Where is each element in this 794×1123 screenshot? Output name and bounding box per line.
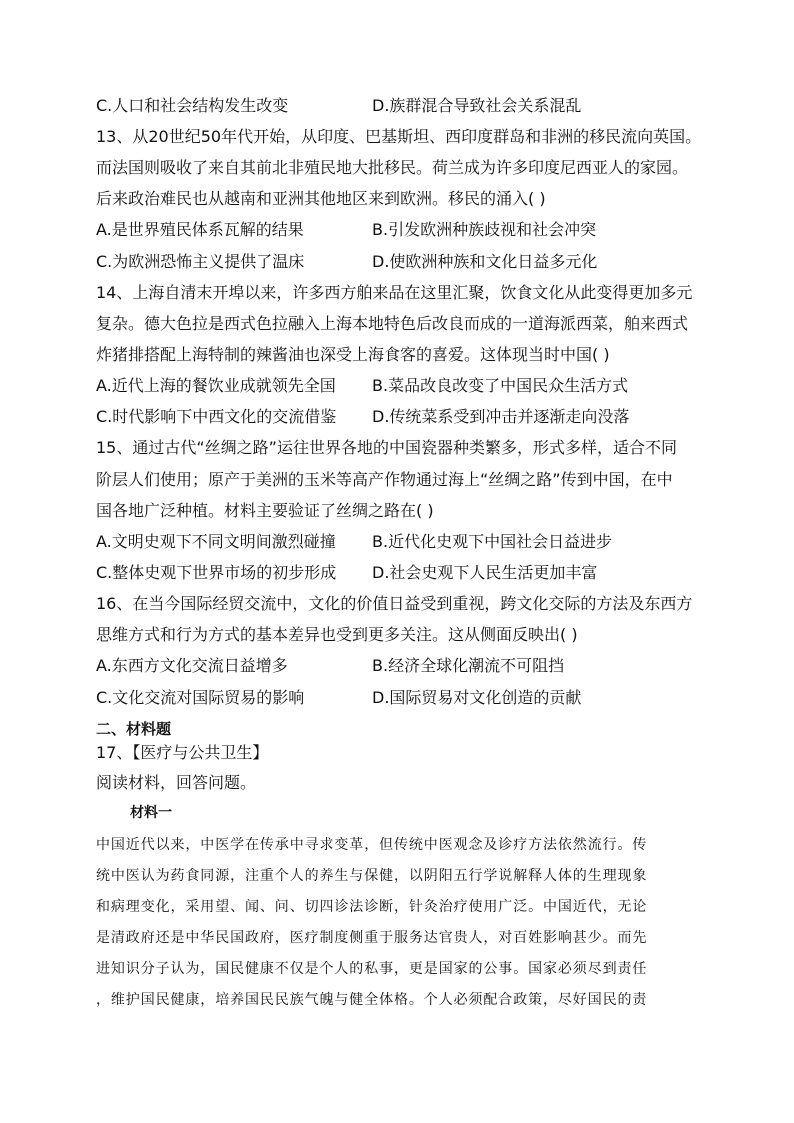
q14-stem-line-2: 复杂。德大色拉是西式色拉融入上海本地特色后改良而成的一道海派西菜，舶来西式 <box>96 314 689 333</box>
material-line-4: 是清政府还是中华民国政府，医疗制度侧重于服务达官贵人，对百姓影响甚少。而先 <box>96 930 648 946</box>
q13-stem-line-1: 13、从20世纪50年代开始，从印度、巴基斯坦、西印度群岛和非洲的移民流向英国。 <box>96 127 702 146</box>
q16-option-d: D.国际贸易对文化创造的贡献 <box>372 688 582 707</box>
q15-option-d: D.社会史观下人民生活更加丰富 <box>372 563 598 582</box>
prev-options-row-cd <box>96 96 582 116</box>
q15-options-row-cd <box>96 563 598 583</box>
q13-option-b: B.引发欧洲种族歧视和社会冲突 <box>372 220 597 239</box>
q13-option-c: C.为欧洲恐怖主义提供了温床 <box>96 252 305 271</box>
material-line-1: 中国近代以来，中医学在传承中寻求变革，但传统中医观念及诊疗方法依然流行。传 <box>96 837 648 853</box>
q14-stem-line-3: 炸猪排搭配上海特制的辣酱油也深受上海食客的喜爱。这体现当时中国( ) <box>96 345 610 364</box>
q13-option-a: A.是世界殖民体系瓦解的结果 <box>96 220 304 239</box>
q13-options-row-ab <box>96 220 597 240</box>
q14-option-c: C.时代影响下中西文化的交流借鉴 <box>96 407 337 426</box>
q14-option-a: A.近代上海的餐饮业成就领先全国 <box>96 376 336 395</box>
material-line-3: 和病理变化，采用望、闻、问、切四诊法诊断，针灸治疗使用广泛。中国近代，无论 <box>96 899 648 915</box>
q13-option-d: D.使欧洲种族和文化日益多元化 <box>372 252 598 271</box>
q15-option-b: B.近代化史观下中国社会日益进步 <box>372 532 613 551</box>
q17-title: 17、【医疗与公共卫生】 <box>96 743 269 762</box>
q14-options-row-ab <box>96 376 629 396</box>
q15-stem-line-1: 15、通过古代“丝绸之路”运往世界各地的中国瓷器种类繁多，形式多样，适合不同 <box>96 438 677 457</box>
q14-option-b: B.菜品改良改变了中国民众生活方式 <box>372 376 629 395</box>
option-c: C.人口和社会结构发生改变 <box>96 96 289 115</box>
q16-stem-line-1: 16、在当今国际经贸交流中，文化的价值日益受到重视，跨文化交际的方法及东西方 <box>96 594 693 613</box>
q14-options-row-cd <box>96 407 630 427</box>
section-heading: 二、材料题 <box>96 720 172 738</box>
material-title: 材料一 <box>130 805 172 821</box>
q13-stem-line-2: 而法国则吸收了来自其前北非殖民地大批移民。荷兰成为许多印度尼西亚人的家园。 <box>96 158 689 177</box>
material-line-5: 进知识分子认为，国民健康不仅是个人的私事，更是国家的公事。国家必须尽到责任 <box>96 961 648 977</box>
q15-stem-line-2: 阶层人们使用；原产于美洲的玉米等高产作物通过海上“丝绸之路”传到中国，在中 <box>96 470 673 489</box>
q16-stem-line-2: 思维方式和行为方式的基本差异也受到更多关注。这从侧面反映出( ) <box>96 625 578 644</box>
q15-option-c: C.整体史观下世界市场的初步形成 <box>96 563 337 582</box>
q17-instruction: 阅读材料，回答问题。 <box>96 773 257 792</box>
q15-option-a: A.文明史观下不同文明间激烈碰撞 <box>96 532 336 551</box>
q14-stem-line-1: 14、上海自清末开埠以来，许多西方舶来品在这里汇聚，饮食文化从此变得更加多元 <box>96 283 693 302</box>
q16-option-b: B.经济全球化潮流不可阻挡 <box>372 656 565 675</box>
q14-option-d: D.传统菜系受到冲击并逐渐走向没落 <box>372 407 630 426</box>
q15-options-row-ab <box>96 532 613 552</box>
option-d: D.族群混合导致社会关系混乱 <box>372 96 582 115</box>
q15-stem-line-3: 国各地广泛种植。材料主要验证了丝绸之路在( ) <box>96 501 434 520</box>
q13-stem-line-3: 后来政治难民也从越南和亚洲其他地区来到欧洲。移民的涌入( ) <box>96 189 546 208</box>
q16-options-row-ab <box>96 656 565 676</box>
q13-options-row-cd <box>96 252 598 272</box>
q16-option-c: C.文化交流对国际贸易的影响 <box>96 688 305 707</box>
material-line-6: ，维护国民健康，培养国民民族气魄与健全体格。个人必须配合政策，尽好国民的责 <box>96 992 648 1008</box>
material-line-2: 统中医认为药食同源，注重个人的养生与保健，以阴阳五行学说解释人体的生理现象 <box>96 868 648 884</box>
q16-options-row-cd <box>96 688 582 708</box>
q16-option-a: A.东西方文化交流日益增多 <box>96 656 288 675</box>
